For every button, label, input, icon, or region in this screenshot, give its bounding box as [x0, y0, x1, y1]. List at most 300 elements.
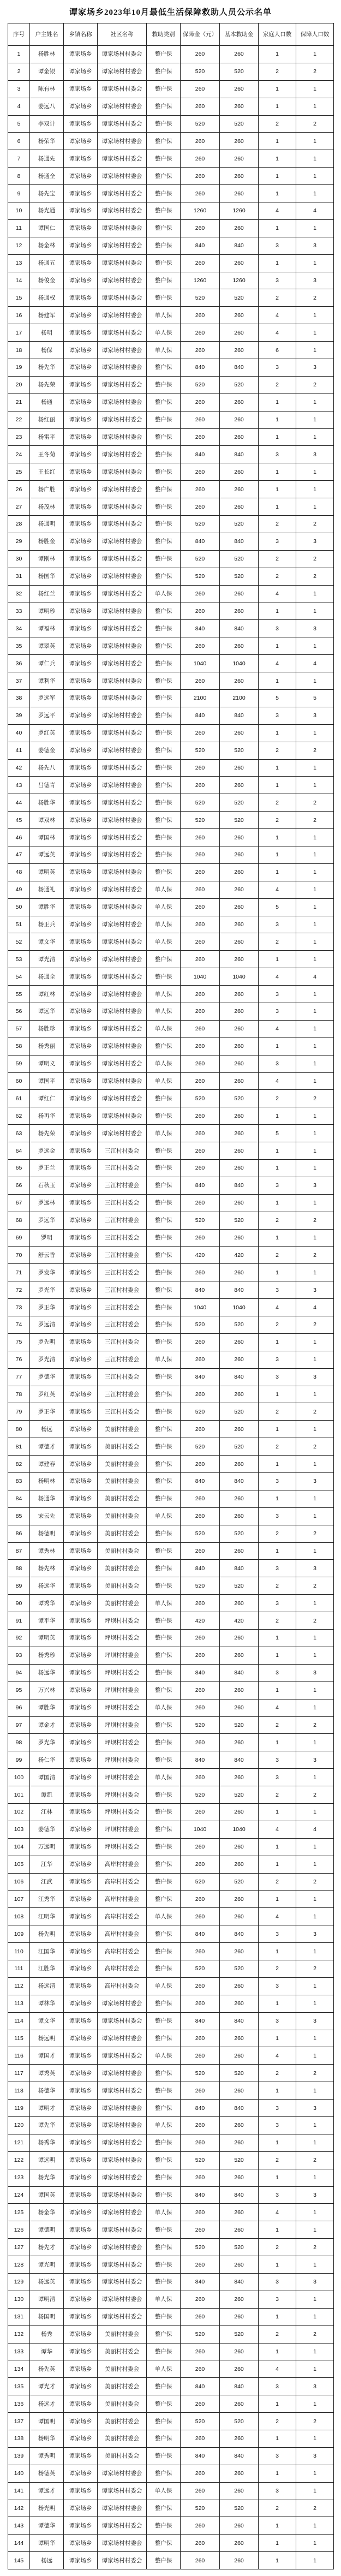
town-name: 谭家场乡	[64, 2325, 98, 2343]
community-name: 谭家场村村委会	[98, 2012, 147, 2030]
row-index: 137	[8, 2413, 30, 2430]
town-name: 谭家场乡	[64, 1212, 98, 1229]
covered-size: 1	[296, 2291, 334, 2308]
guarantee-amount: 260	[181, 307, 220, 324]
covered-size: 1	[296, 585, 334, 603]
guarantee-amount: 520	[181, 1525, 220, 1542]
relief-category: 整户保	[147, 1316, 181, 1334]
town-name: 谭家场乡	[64, 829, 98, 846]
guarantee-amount: 260	[181, 428, 220, 446]
family-size: 5	[259, 689, 296, 707]
community-name: 坪坝村村委会	[98, 1699, 147, 1716]
covered-size: 2	[296, 1247, 334, 1264]
relief-category: 整户保	[147, 1716, 181, 1734]
relief-category: 整户保	[147, 272, 181, 289]
relief-category: 整户保	[147, 2500, 181, 2517]
household-head: 杨金林	[30, 237, 64, 254]
covered-size: 1	[296, 986, 334, 1003]
family-size: 5	[259, 898, 296, 916]
covered-size: 2	[296, 1960, 334, 1977]
covered-size: 1	[296, 2395, 334, 2413]
household-head: 杨远才	[30, 2395, 64, 2413]
household-head: 杨红丽	[30, 411, 64, 428]
row-index: 145	[8, 2552, 30, 2569]
table-row	[8, 2378, 334, 2395]
community-name: 三江村村委会	[98, 1142, 147, 1160]
community-name: 谭家场村村委会	[98, 881, 147, 898]
town-name: 谭家场乡	[64, 759, 98, 777]
community-name: 谭家场村村委会	[98, 812, 147, 829]
family-size: 1	[259, 1229, 296, 1247]
covered-size: 1	[296, 1160, 334, 1177]
basic-relief: 260	[220, 1020, 259, 1037]
household-head: 罗远金	[30, 1142, 64, 1160]
row-index: 107	[8, 1891, 30, 1908]
community-name: 谭家场村村委会	[98, 446, 147, 463]
relief-category: 整户保	[147, 516, 181, 533]
household-head: 谭远明	[30, 2151, 64, 2169]
family-size: 1	[259, 1542, 296, 1560]
row-index: 11	[8, 219, 30, 237]
covered-size: 3	[296, 533, 334, 550]
relief-category: 整户保	[147, 2465, 181, 2482]
covered-size: 2	[296, 1577, 334, 1595]
household-head: 罗正兰	[30, 1160, 64, 1177]
row-index: 28	[8, 516, 30, 533]
town-name: 谭家场乡	[64, 1368, 98, 1386]
family-size: 2	[259, 2325, 296, 2343]
family-size: 2	[259, 289, 296, 307]
town-name: 谭家场乡	[64, 1821, 98, 1838]
row-index: 6	[8, 133, 30, 150]
basic-relief: 840	[220, 1281, 259, 1299]
guarantee-amount: 260	[181, 2360, 220, 2378]
town-name: 谭家场乡	[64, 655, 98, 672]
guarantee-amount: 840	[181, 2100, 220, 2117]
family-size: 1	[259, 672, 296, 690]
town-name: 谭家场乡	[64, 2430, 98, 2448]
covered-size: 1	[296, 2256, 334, 2274]
basic-relief: 260	[220, 724, 259, 742]
family-size: 4	[259, 585, 296, 603]
community-name: 谭家场村村委会	[98, 2030, 147, 2047]
table-row	[8, 1229, 334, 1247]
relief-category: 整户保	[147, 80, 181, 98]
basic-relief: 840	[220, 1560, 259, 1577]
family-size: 1	[259, 2030, 296, 2047]
basic-relief: 260	[220, 585, 259, 603]
family-size: 3	[259, 1507, 296, 1525]
community-name: 坪坝村村委会	[98, 1612, 147, 1630]
town-name: 谭家场乡	[64, 1160, 98, 1177]
covered-size: 2	[296, 2413, 334, 2430]
table-row	[8, 724, 334, 742]
basic-relief: 840	[220, 2378, 259, 2395]
relief-category: 整户保	[147, 2343, 181, 2360]
table-row	[8, 1856, 334, 1873]
guarantee-amount: 260	[181, 1908, 220, 1925]
family-size: 1	[259, 1037, 296, 1055]
covered-size: 2	[296, 1612, 334, 1630]
relief-category: 整户保	[147, 1386, 181, 1403]
family-size: 2	[259, 742, 296, 759]
family-size: 2	[259, 812, 296, 829]
covered-size: 2	[296, 63, 334, 80]
table-row	[8, 1630, 334, 1647]
covered-size: 2	[296, 1090, 334, 1107]
family-size: 2	[259, 1090, 296, 1107]
table-row	[8, 1333, 334, 1351]
guarantee-amount: 840	[181, 1925, 220, 1943]
community-name: 谭家场村村委会	[98, 777, 147, 794]
covered-size: 3	[296, 1177, 334, 1194]
covered-size: 1	[296, 1386, 334, 1403]
row-index: 115	[8, 2030, 30, 2047]
table-row	[8, 289, 334, 307]
town-name: 谭家场乡	[64, 2517, 98, 2535]
town-name: 谭家场乡	[64, 1037, 98, 1055]
relief-category: 单人保	[147, 898, 181, 916]
family-size: 2	[259, 933, 296, 951]
covered-size: 1	[296, 1107, 334, 1125]
row-index: 108	[8, 1908, 30, 1925]
town-name: 谭家场乡	[64, 1995, 98, 2012]
guarantee-amount: 420	[181, 1247, 220, 1264]
household-head: 谭国明	[30, 2413, 64, 2430]
community-name: 谭家场村村委会	[98, 585, 147, 603]
covered-size: 1	[296, 724, 334, 742]
table-row	[8, 1908, 334, 1925]
town-name: 谭家场乡	[64, 812, 98, 829]
table-row	[8, 1960, 334, 1977]
covered-size: 1	[296, 846, 334, 863]
household-head: 谭明清	[30, 2291, 64, 2308]
community-name: 坪坝村村委会	[98, 1751, 147, 1769]
household-head: 罗德华	[30, 1368, 64, 1386]
family-size: 3	[259, 1177, 296, 1194]
covered-size: 2	[296, 115, 334, 133]
relief-category: 整户保	[147, 2552, 181, 2569]
household-head: 谭刚林	[30, 550, 64, 568]
household-head: 万兴林	[30, 1681, 64, 1699]
covered-size: 3	[296, 1560, 334, 1577]
row-index: 74	[8, 1316, 30, 1334]
household-head: 杨胜珍	[30, 1020, 64, 1037]
covered-size: 1	[296, 829, 334, 846]
relief-category: 整户保	[147, 2413, 181, 2430]
town-name: 谭家场乡	[64, 1490, 98, 1507]
community-name: 谭家场村村委会	[98, 707, 147, 724]
row-index: 91	[8, 1612, 30, 1630]
table-row	[8, 1595, 334, 1612]
guarantee-amount: 840	[181, 1664, 220, 1681]
relief-category: 整户保	[147, 2308, 181, 2325]
town-name: 谭家场乡	[64, 202, 98, 220]
basic-relief: 260	[220, 986, 259, 1003]
town-name: 谭家场乡	[64, 585, 98, 603]
family-size: 3	[259, 2186, 296, 2204]
table-row	[8, 1786, 334, 1804]
basic-relief: 1260	[220, 272, 259, 289]
family-size: 4	[259, 307, 296, 324]
household-head: 谭明英	[30, 863, 64, 881]
family-size: 2	[259, 516, 296, 533]
basic-relief: 260	[220, 2030, 259, 2047]
covered-size: 1	[296, 1194, 334, 1212]
guarantee-amount: 260	[181, 2552, 220, 2569]
relief-category: 整户保	[147, 863, 181, 881]
guarantee-amount: 260	[181, 2030, 220, 2047]
table-row	[8, 898, 334, 916]
basic-relief: 520	[220, 1316, 259, 1334]
table-row	[8, 2360, 334, 2378]
relief-category: 整户保	[147, 98, 181, 115]
household-head: 杨荣华	[30, 133, 64, 150]
guarantee-amount: 520	[181, 1873, 220, 1891]
covered-size: 1	[296, 2465, 334, 2482]
town-name: 谭家场乡	[64, 1647, 98, 1664]
table-row	[8, 498, 334, 516]
table-row	[8, 1247, 334, 1264]
basic-relief: 260	[220, 2552, 259, 2569]
household-head: 杨德华	[30, 2082, 64, 2100]
relief-category: 整户保	[147, 115, 181, 133]
row-index: 31	[8, 568, 30, 585]
table-row	[8, 759, 334, 777]
town-name: 谭家场乡	[64, 2100, 98, 2117]
household-head: 谭胜华	[30, 898, 64, 916]
community-name: 谭家场村村委会	[98, 272, 147, 289]
community-name: 谭家场村村委会	[98, 2169, 147, 2186]
row-index: 81	[8, 1438, 30, 1456]
community-name: 高岸村村委会	[98, 1977, 147, 1995]
town-name: 谭家场乡	[64, 550, 98, 568]
household-head: 谭金银	[30, 63, 64, 80]
relief-category: 单人保	[147, 2047, 181, 2065]
guarantee-amount: 260	[181, 2343, 220, 2360]
household-head: 杨明	[30, 324, 64, 342]
household-head: 谭光清	[30, 951, 64, 968]
household-head: 杨通明	[30, 516, 64, 533]
relief-category: 整户保	[147, 1577, 181, 1595]
family-size: 2	[259, 1612, 296, 1630]
household-head: 罗正华	[30, 1403, 64, 1421]
row-index: 50	[8, 898, 30, 916]
guarantee-amount: 260	[181, 463, 220, 481]
table-row	[8, 2413, 334, 2430]
town-name: 谭家场乡	[64, 533, 98, 550]
family-size: 1	[259, 829, 296, 846]
household-head: 杨远	[30, 1421, 64, 1438]
household-head: 杨先荣	[30, 1125, 64, 1142]
table-row	[8, 237, 334, 254]
covered-size: 3	[296, 272, 334, 289]
guarantee-amount: 260	[181, 498, 220, 516]
community-name: 谭家场村村委会	[98, 2482, 147, 2500]
family-size: 4	[259, 1072, 296, 1090]
family-size: 2	[259, 568, 296, 585]
row-index: 144	[8, 2535, 30, 2552]
family-size: 1	[259, 2430, 296, 2448]
relief-category: 整户保	[147, 2395, 181, 2413]
guarantee-amount: 260	[181, 2116, 220, 2134]
town-name: 谭家场乡	[64, 1438, 98, 1456]
relief-category: 整户保	[147, 672, 181, 690]
row-index: 117	[8, 2065, 30, 2082]
family-size: 1	[259, 1333, 296, 1351]
relief-category: 单人保	[147, 881, 181, 898]
household-head: 谭国英	[30, 2186, 64, 2204]
guarantee-amount: 520	[181, 516, 220, 533]
table-row	[8, 603, 334, 620]
household-head: 谭国才	[30, 2047, 64, 2065]
table-row	[8, 1664, 334, 1681]
family-size: 3	[259, 1003, 296, 1020]
table-row	[8, 1507, 334, 1525]
basic-relief: 840	[220, 2100, 259, 2117]
town-name: 谭家场乡	[64, 1072, 98, 1090]
table-row	[8, 2134, 334, 2151]
community-name: 坪坝村村委会	[98, 1786, 147, 1804]
family-size: 4	[259, 2047, 296, 2065]
covered-size: 1	[296, 2308, 334, 2325]
covered-size: 1	[296, 2116, 334, 2134]
community-name: 高岸村村委会	[98, 1960, 147, 1977]
relief-category: 单人保	[147, 1595, 181, 1612]
community-name: 谭家场村村委会	[98, 202, 147, 220]
covered-size: 2	[296, 2239, 334, 2256]
family-size: 3	[259, 1473, 296, 1490]
row-index: 9	[8, 185, 30, 202]
guarantee-amount: 840	[181, 1473, 220, 1490]
covered-size: 1	[296, 342, 334, 359]
col-header-name: 户主姓名	[30, 23, 64, 46]
table-row	[8, 533, 334, 550]
town-name: 谭家场乡	[64, 272, 98, 289]
town-name: 谭家场乡	[64, 2447, 98, 2465]
guarantee-amount: 260	[181, 933, 220, 951]
guarantee-amount: 520	[181, 794, 220, 812]
relief-category: 整户保	[147, 1212, 181, 1229]
family-size: 1	[259, 2343, 296, 2360]
community-name: 谭家场村村委会	[98, 2291, 147, 2308]
table-row	[8, 1925, 334, 1943]
table-row	[8, 1403, 334, 1421]
row-index: 64	[8, 1142, 30, 1160]
community-name: 谭家场村村委会	[98, 986, 147, 1003]
covered-size: 3	[296, 2100, 334, 2117]
basic-relief: 260	[220, 1456, 259, 1473]
row-index: 19	[8, 359, 30, 377]
community-name: 谭家场村村委会	[98, 603, 147, 620]
community-name: 美丽村村委会	[98, 1438, 147, 1456]
table-row	[8, 1838, 334, 1856]
table-row	[8, 2100, 334, 2117]
guarantee-amount: 260	[181, 1977, 220, 1995]
covered-size: 4	[296, 1821, 334, 1838]
relief-category: 整户保	[147, 1107, 181, 1125]
town-name: 谭家场乡	[64, 1403, 98, 1421]
covered-size: 2	[296, 2325, 334, 2343]
household-head: 杨远	[30, 2552, 64, 2569]
basic-relief: 260	[220, 933, 259, 951]
family-size: 2	[259, 1577, 296, 1595]
household-head: 杨通全	[30, 168, 64, 185]
community-name: 三江村村委会	[98, 1351, 147, 1368]
relief-category: 整户保	[147, 2030, 181, 2047]
household-head: 杨通全	[30, 968, 64, 986]
basic-relief: 260	[220, 254, 259, 272]
covered-size: 2	[296, 2065, 334, 2082]
community-name: 三江村村委会	[98, 1212, 147, 1229]
family-size: 3	[259, 1281, 296, 1299]
family-size: 3	[259, 2482, 296, 2500]
family-size: 4	[259, 1299, 296, 1316]
community-name: 谭家场村村委会	[98, 1037, 147, 1055]
family-size: 1	[259, 724, 296, 742]
town-name: 谭家场乡	[64, 2395, 98, 2413]
row-index: 87	[8, 1542, 30, 1560]
table-row	[8, 1490, 334, 1507]
basic-relief: 260	[220, 411, 259, 428]
basic-relief: 260	[220, 2116, 259, 2134]
row-index: 65	[8, 1160, 30, 1177]
community-name: 谭家场村村委会	[98, 46, 147, 63]
town-name: 谭家场乡	[64, 881, 98, 898]
household-head: 谭建春	[30, 1456, 64, 1473]
guarantee-amount: 520	[181, 1403, 220, 1421]
family-size: 2	[259, 115, 296, 133]
household-head: 谭明英	[30, 1630, 64, 1647]
basic-relief: 260	[220, 133, 259, 150]
relief-category: 整户保	[147, 254, 181, 272]
basic-relief: 840	[220, 1368, 259, 1386]
household-head: 杨再华	[30, 1107, 64, 1125]
table-row	[8, 446, 334, 463]
row-index: 109	[8, 1925, 30, 1943]
family-size: 4	[259, 1699, 296, 1716]
guarantee-amount: 260	[181, 1838, 220, 1856]
covered-size: 1	[296, 777, 334, 794]
relief-table	[8, 23, 334, 2569]
basic-relief: 520	[220, 1525, 259, 1542]
covered-size: 2	[296, 1525, 334, 1542]
row-index: 112	[8, 1977, 30, 1995]
town-name: 谭家场乡	[64, 359, 98, 377]
community-name: 谭家场村村委会	[98, 1995, 147, 2012]
community-name: 谭家场村村委会	[98, 550, 147, 568]
family-size: 2	[259, 2151, 296, 2169]
town-name: 谭家场乡	[64, 620, 98, 637]
covered-size: 1	[296, 98, 334, 115]
table-row	[8, 1612, 334, 1630]
community-name: 美丽村村委会	[98, 1577, 147, 1595]
basic-relief: 260	[220, 603, 259, 620]
family-size: 2	[259, 1525, 296, 1542]
guarantee-amount: 260	[181, 411, 220, 428]
covered-size: 1	[296, 2430, 334, 2448]
basic-relief: 260	[220, 1995, 259, 2012]
community-name: 谭家场村村委会	[98, 498, 147, 516]
community-name: 三江村村委会	[98, 1160, 147, 1177]
guarantee-amount: 260	[181, 951, 220, 968]
basic-relief: 260	[220, 324, 259, 342]
table-row	[8, 2325, 334, 2343]
covered-size: 2	[296, 1403, 334, 1421]
town-name: 谭家场乡	[64, 1803, 98, 1821]
household-head: 谭仁兵	[30, 655, 64, 672]
relief-category: 整户保	[147, 1734, 181, 1751]
